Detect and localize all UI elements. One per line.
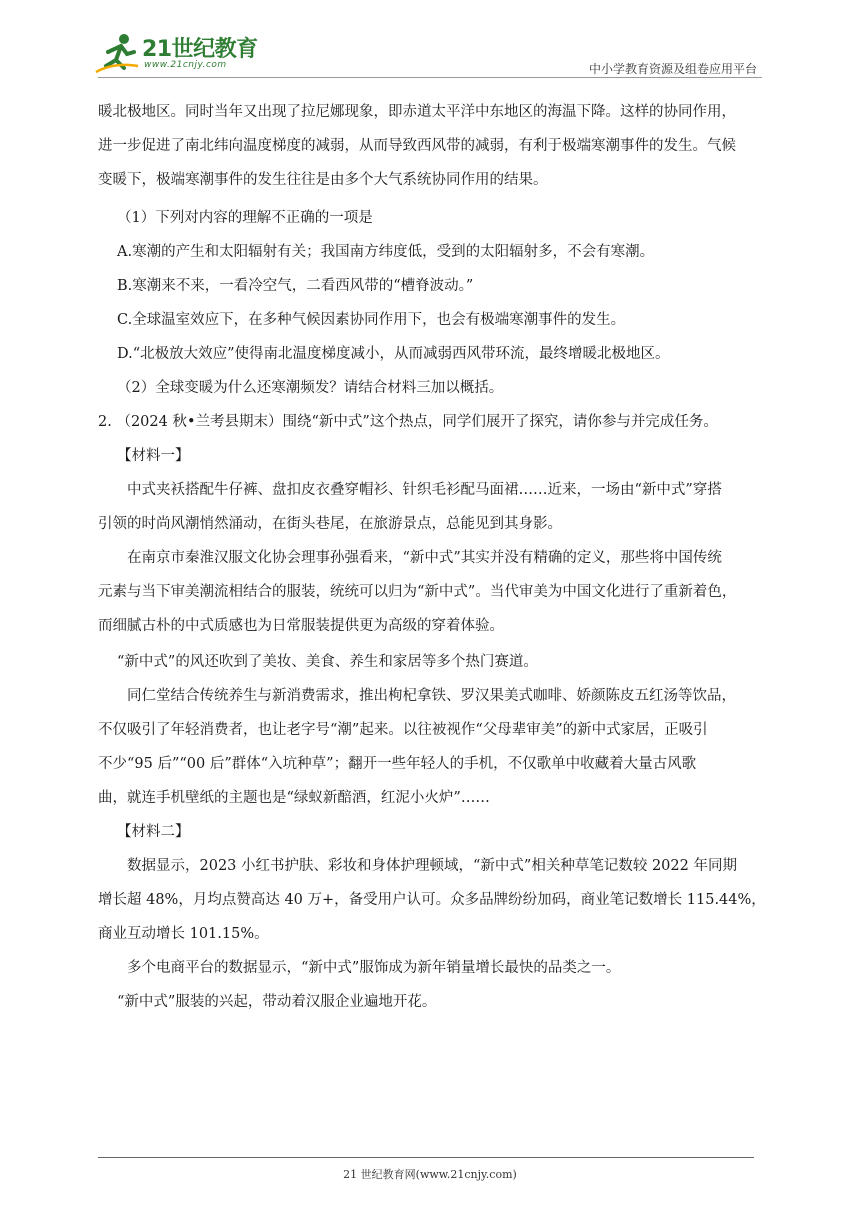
material-1-title: 【材料一】: [117, 448, 190, 464]
option-a: A.寒潮的产生和太阳辐射有关；我国南方纬度低，受到的太阳辐射多，不会有寒潮。: [117, 244, 655, 260]
footer-divider: [98, 1157, 754, 1158]
item-2-heading: 2. （2024 秋•兰考县期末）围绕“新中式”这个热点，同学们展开了探究，请你参与并完成任务。: [98, 414, 718, 430]
question-1: （1）下列对内容的理解不正确的一项是: [117, 210, 373, 226]
option-b: B.寒潮来不来，一看冷空气，二看西风带的“槽脊波动。”: [117, 278, 474, 294]
text-line: 不少“95 后”“00 后”群体“入坑种草”；翻开一些年轻人的手机，不仅歌单中收藏着大量古风歌: [98, 756, 697, 772]
text-line: 曲，就连手机壁纸的主题也是“绿蚁新醅酒，红泥小火炉”……: [98, 790, 490, 806]
material-2-title: 【材料二】: [117, 824, 190, 840]
text-line: 元素与当下审美潮流相结合的服装，统统可以归为“新中式”。当代审美为中国文化进行了重新着色，: [98, 584, 737, 600]
header-divider: [98, 77, 762, 78]
text-line: 数据显示，2023 小红书护肤、彩妆和身体护理顿域，“新中式”相关种草笔记数较 2022 年同期: [127, 858, 737, 874]
text-line: 增长超 48%，月均点赞高达 40 万+，备受用户认可。众多品牌纷纷加码，商业笔记数增长 115.44%，: [98, 892, 766, 908]
platform-title: 中小学教育资源及组卷应用平台: [588, 62, 757, 76]
text-line: 同仁堂结合传统养生与新消费需求，推出枸杞拿铁、罗汉果美式咖啡、娇颜陈皮五红汤等饮品，: [127, 688, 736, 704]
text-line: 在南京市秦淮汉服文化协会理事孙强看来，“新中式”其实并没有精确的定义，那些将中国传统: [127, 550, 722, 566]
text-line: 变暖下，极端寒潮事件的发生往往是由多个大气系统协同作用的结果。: [98, 172, 548, 188]
text-line: 多个电商平台的数据显示，“新中式”服饰成为新年销量增长最快的品类之一。: [127, 960, 621, 976]
option-c: C.全球温室效应下，在多种气候因素协同作用下，也会有极端寒潮事件的发生。: [117, 312, 626, 328]
text-line: 中式夹袄搭配牛仔裤、盘扣皮衣叠穿帽衫、针织毛衫配马面裙……近来，一场由“新中式”穿搭: [127, 482, 722, 498]
footer-text[interactable]: 21 世纪教育网(www.21cnjy.com): [343, 1168, 517, 1181]
site-logo[interactable]: [94, 30, 264, 78]
brand-name: 21世纪教育: [142, 37, 258, 62]
text-line: 而细腻古朴的中式质感也为日常服装提供更为高级的穿着体验。: [98, 618, 504, 634]
text-line: “新中式”服装的兴起，带动着汉服企业遍地开花。: [117, 994, 437, 1010]
page-header: [0, 0, 860, 80]
brand-url: www.21cnjy.com: [144, 60, 227, 70]
runner-logo-icon: [94, 32, 142, 76]
option-d: D.“北极放大效应”使得南北温度梯度减小，从而减弱西风带环流，最终增暖北极地区。: [117, 346, 670, 362]
text-line: 商业互动增长 101.15%。: [98, 926, 269, 942]
text-line: 引领的时尚风潮悄然涌动，在街头巷尾，在旅游景点，总能见到其身影。: [98, 516, 562, 532]
question-2: （2）全球变暖为什么还寒潮频发？请结合材料三加以概括。: [117, 380, 504, 396]
text-line: 暖北极地区。同时当年又出现了拉尼娜现象，即赤道太平洋中东地区的海温下降。这样的协同作用，: [98, 104, 736, 120]
text-line: 进一步促进了南北纬向温度梯度的减弱，从而导致西风带的减弱，有利于极端寒潮事件的发生。气候: [98, 138, 736, 154]
text-line: 不仅吸引了年轻消费者，也让老字号“潮”起来。以往被视作“父母辈审美”的新中式家居，正吸引: [98, 722, 708, 738]
text-line: “新中式”的风还吹到了美妆、美食、养生和家居等多个热门赛道。: [117, 654, 538, 670]
